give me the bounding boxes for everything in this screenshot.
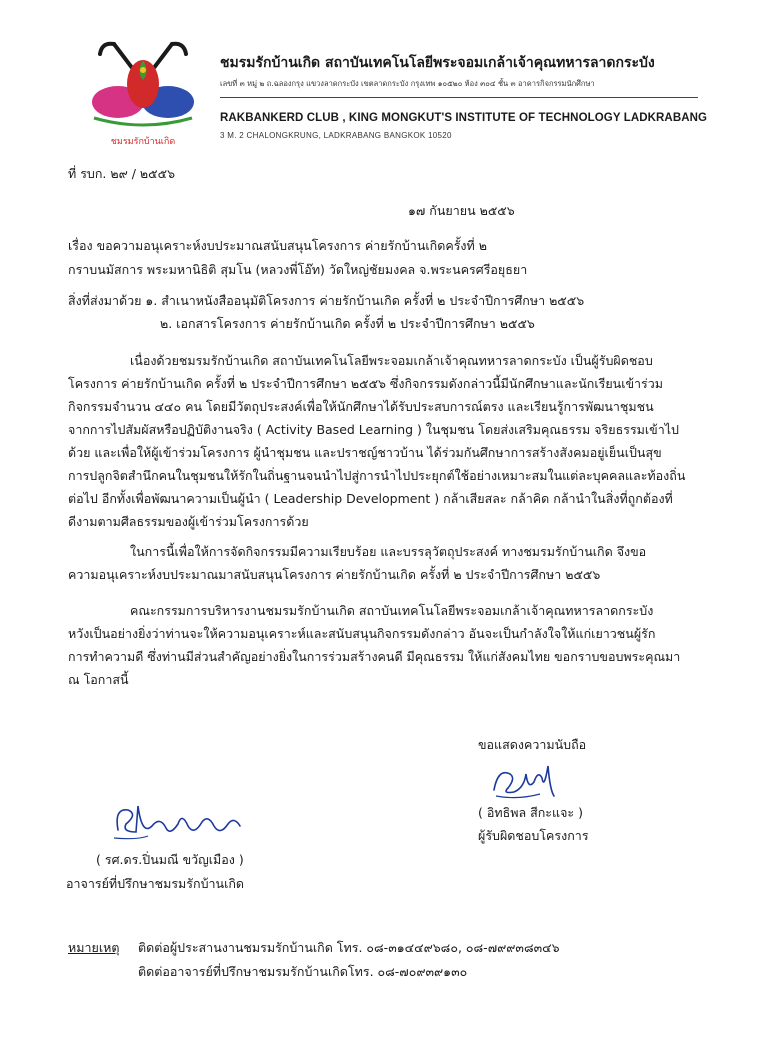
signature-1-mark	[488, 760, 558, 802]
paragraph-line: ความอนุเคราะห์งบประมาณมาสนับสนุนโครงการ ค่ายรักบ้านเกิด ครั้งที่ ๒ ประจำปีการศึกษา ๒๕๕๖	[68, 567, 601, 582]
paragraph-line: จากการไปสัมผัสหรือปฏิบัติงานจริง ( Activity Based Learning ) ในชุมชน โดยส่งเสริมคุณธรรม จริยธรรมเข้าไป	[68, 422, 679, 437]
club-logo	[84, 40, 202, 152]
org-name-english: RAKBANKERD CLUB , KING MONGKUT'S INSTITUTE OF TECHNOLOGY LADKRABANG	[220, 112, 708, 124]
attachment-2: ๒. เอกสารโครงการ ค่ายรักบ้านเกิด ครั้งที่ ๒ ประจำปีการศึกษา ๒๕๕๖	[160, 316, 535, 331]
paragraph-line: คณะกรรมการบริหารงานชมรมรักบ้านเกิด สถาบันเทคโนโลยีพระจอมเกล้าเจ้าคุณทหารลาดกระบัง	[130, 603, 654, 618]
signer-1-name: ( อิทธิพล สีกะแจะ )	[478, 805, 583, 820]
note-line-2: ติดต่ออาจารย์ที่ปรึกษาชมรมรักบ้านเกิดโทร. ๐๘-๗๐๙๓๙๑๓๐	[138, 964, 468, 979]
closing: ขอแสดงความนับถือ	[478, 737, 587, 752]
paragraph-line: ดีงามตามศีลธรรมของผู้เข้าร่วมโครงการด้วย	[68, 514, 309, 529]
org-address-english: 3 M. 2 CHALONGKRUNG, LADKRABANG BANGKOK 10520	[220, 131, 452, 140]
paragraph-line: การปลูกจิตสำนึกคนในชุมชนให้รักในถิ่นฐานจนนำไปสู่การนำไปประยุกต์ใช้อย่างเหมาะสมในแต่ละบุคคลและท้องถิ่น	[68, 468, 686, 483]
salutation: กราบนมัสการ พระมหานิธิติ สุมโน (หลวงพี่โอ๊ท) วัดใหญ่ชัยมงคล จ.พระนครศรีอยุธยา	[68, 262, 528, 277]
paragraph-line: กิจกรรมจำนวน ๔๔๐ คน โดยมีวัตถุประสงค์เพื่อให้นักศึกษาได้รับประสบการณ์ตรง และเรียนรู้การพัฒนาชุมชน	[68, 399, 654, 414]
signer-1-title: ผู้รับผิดชอบโครงการ	[478, 828, 589, 843]
paragraph-line: ต่อไป อีกทั้งเพื่อพัฒนาความเป็นผู้นำ ( Leadership Development ) กล้าเสียสละ กล้าคิด กล้านำในสิ่งที่ถูกต้องที่	[68, 491, 673, 506]
signer-2-title: อาจารย์ที่ปรึกษาชมรมรักบ้านเกิด	[66, 876, 245, 891]
attachment-1: สิ่งที่ส่งมาด้วย ๑. สำเนาหนังสืออนุมัติโครงการ ค่ายรักบ้านเกิด ครั้งที่ ๒ ประจำปีการศึกษา ๒๕๕๖	[68, 293, 585, 308]
header-divider	[220, 97, 698, 98]
note-line-1: ติดต่อผู้ประสานงานชมรมรักบ้านเกิด โทร. ๐๘-๓๑๔๔๙๖๘๐, ๐๘-๗๙๙๓๘๓๔๖	[138, 940, 560, 955]
paragraph-line: เนื่องด้วยชมรมรักบ้านเกิด สถาบันเทคโนโลยีพระจอมเกล้าเจ้าคุณทหารลาดกระบัง เป็นผู้รับผิดชอบ	[130, 353, 653, 368]
paragraph-line: ในการนี้เพื่อให้การจัดกิจกรรมมีความเรียบร้อย และบรรลุวัตถุประสงค์ ทางชมรมรักบ้านเกิด จึงขอ	[130, 544, 647, 559]
note-label: หมายเหตุ	[68, 940, 120, 955]
letter-date: ๑๗ กันยายน ๒๕๕๖	[408, 203, 515, 218]
logo-text: ชมรมรักบ้านเกิด	[110, 137, 176, 147]
paragraph-line: หวังเป็นอย่างยิ่งว่าท่านจะให้ความอนุเคราะห์และสนับสนุนกิจกรรมดังกล่าว อันจะเป็นกำลังใจให้แก่เยาวชนผู้รัก	[68, 626, 656, 641]
org-name-thai: ชมรมรักบ้านเกิด สถาบันเทคโนโลยีพระจอมเกล้าเจ้าคุณทหารลาดกระบัง	[220, 55, 655, 71]
reference-number: ที่ รบก. ๒๙ / ๒๕๕๖	[68, 166, 176, 181]
signer-2-name: ( รศ.ดร.ปิ่นมณี ขวัญเมือง )	[96, 852, 244, 867]
paragraph-line: การทำความดี ซึ่งท่านมีส่วนสำคัญอย่างยิ่งในการร่วมสร้างคนดี มีคุณธรรม ให้แก่สังคมไทย ขอกราบขอบพระคุณมา	[68, 649, 681, 664]
paragraph-line: ด้วย และเพื่อให้ผู้เข้าร่วมโครงการ ผู้นำชุมชน และปราชญ์ชาวบ้าน ได้ร่วมกันศึกษาการสร้างสังคมอยู่เย็นเป็นสุข	[68, 445, 662, 460]
paragraph-line: ณ โอกาสนี้	[68, 672, 129, 687]
paragraph-line: โครงการ ค่ายรักบ้านเกิด ครั้งที่ ๒ ประจำปีการศึกษา ๒๕๕๖ ซึ่งกิจกรรมดังกล่าวนี้มีนักศึกษาและนักเรียนเข้าร่วม	[68, 376, 664, 391]
org-address-thai: เลขที่ ๓ หมู่ ๒ ถ.ฉลองกรุง แขวงลาดกระบัง เขตลาดกระบัง กรุงเทพ ๑๐๕๒๐ ห้อง ๓๐๔ ชั้น ๓ อาคารกิจกรรมนักศึกษา	[220, 79, 595, 88]
signature-2-mark	[108, 796, 248, 842]
subject-line: เรื่อง ขอความอนุเคราะห์งบประมาณสนับสนุนโครงการ ค่ายรักบ้านเกิดครั้งที่ ๒	[68, 238, 487, 253]
